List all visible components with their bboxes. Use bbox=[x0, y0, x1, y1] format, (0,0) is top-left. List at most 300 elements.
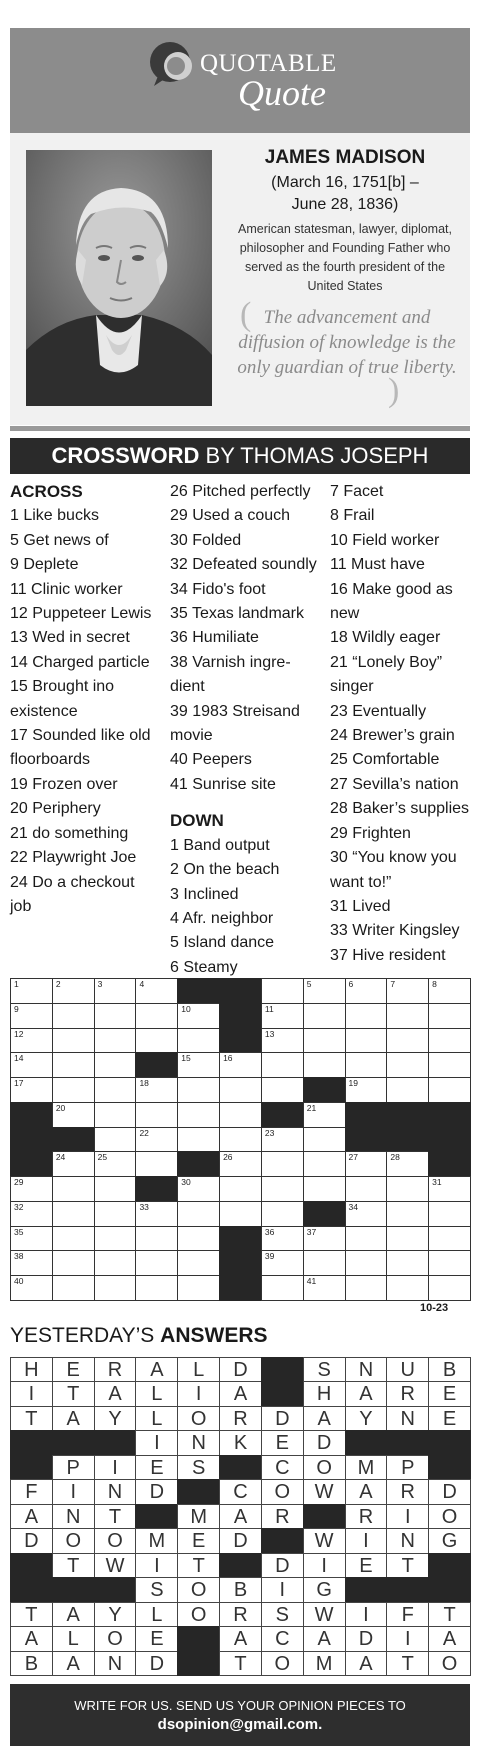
answer-cell: O bbox=[94, 1528, 137, 1553]
answer-cell: T bbox=[428, 1602, 471, 1627]
answer-cell: A bbox=[345, 1479, 388, 1504]
down-clue: 6 Steamy bbox=[170, 958, 238, 976]
person-name: JAMES MADISON bbox=[264, 147, 426, 168]
grid-cell[interactable] bbox=[94, 1250, 137, 1276]
open-quote-mark-icon: ( bbox=[240, 296, 252, 333]
grid-cell[interactable] bbox=[52, 1201, 95, 1227]
down-clue: 30 “You know you want to!” bbox=[330, 849, 457, 891]
grid-clue-number: 25 bbox=[97, 1152, 108, 1163]
grid-cell[interactable] bbox=[52, 1226, 95, 1252]
grid-clue-number: 1 bbox=[14, 979, 19, 989]
grid-cell[interactable] bbox=[261, 1003, 304, 1029]
grid-cell[interactable] bbox=[261, 1028, 304, 1054]
grid-cell[interactable] bbox=[135, 1226, 178, 1252]
answer-black-square bbox=[177, 1479, 220, 1504]
answer-cell: A bbox=[52, 1406, 95, 1431]
grid-cell[interactable] bbox=[177, 1201, 220, 1227]
grid-cell[interactable] bbox=[10, 1052, 53, 1078]
answer-cell: O bbox=[177, 1577, 220, 1602]
grid-cell[interactable] bbox=[386, 1226, 429, 1252]
grid-cell[interactable] bbox=[303, 978, 346, 1004]
answer-black-square bbox=[345, 1430, 388, 1455]
grid-clue-number: 37 bbox=[306, 1226, 317, 1237]
answer-cell: B bbox=[428, 1357, 471, 1382]
answer-black-square bbox=[428, 1455, 471, 1480]
answer-cell: I bbox=[345, 1528, 388, 1553]
answer-cell: G bbox=[303, 1577, 346, 1602]
grid-cell[interactable] bbox=[52, 1275, 95, 1301]
answer-cell: A bbox=[428, 1626, 471, 1651]
grid-cell[interactable] bbox=[94, 1275, 137, 1301]
across-clue: 38 Varnish ingre-dient bbox=[170, 653, 291, 696]
grid-cell[interactable] bbox=[135, 1151, 178, 1177]
grid-cell[interactable] bbox=[303, 1226, 346, 1252]
crossword-label: CROSSWORD bbox=[51, 443, 200, 468]
answer-cell: U bbox=[386, 1357, 429, 1382]
across-clue: 40 Peepers bbox=[170, 751, 252, 769]
answer-cell: A bbox=[303, 1626, 346, 1651]
grid-cell[interactable] bbox=[345, 1275, 388, 1301]
grid-clue-number: 7 bbox=[390, 979, 396, 989]
grid-cell[interactable] bbox=[52, 1250, 95, 1276]
grid-cell[interactable] bbox=[345, 1077, 388, 1103]
answer-cell: I bbox=[177, 1381, 220, 1406]
grid-cell[interactable] bbox=[261, 1226, 304, 1252]
grid-cell[interactable] bbox=[345, 1052, 388, 1078]
grid-cell[interactable] bbox=[261, 1077, 304, 1103]
grid-cell[interactable] bbox=[177, 1052, 220, 1078]
grid-clue-number: 28 bbox=[390, 1152, 400, 1163]
grid-cell[interactable] bbox=[219, 1052, 262, 1078]
grid-cell[interactable] bbox=[94, 1003, 137, 1029]
grid-clue-number: 23 bbox=[264, 1127, 275, 1138]
grid-clue-number: 10 bbox=[181, 1003, 191, 1014]
answer-cell: W bbox=[303, 1479, 346, 1504]
answer-cell: G bbox=[428, 1528, 471, 1553]
down-clue: 24 Brewer’s grain bbox=[330, 727, 455, 745]
grid-cell[interactable] bbox=[386, 1201, 429, 1227]
crossword-author: BY THOMAS JOSEPH bbox=[199, 443, 429, 468]
across-clue: 12 Puppeteer Lewis bbox=[10, 605, 152, 623]
grid-cell[interactable] bbox=[261, 1052, 304, 1078]
answer-black-square bbox=[261, 1381, 304, 1406]
answer-cell: H bbox=[303, 1381, 346, 1406]
grid-cell[interactable] bbox=[345, 1226, 388, 1252]
across-clue: 17 Sounded like old floorboards bbox=[10, 727, 151, 769]
grid-cell[interactable] bbox=[303, 1275, 346, 1301]
answer-cell: I bbox=[386, 1626, 429, 1651]
down-clue: 18 Wildly eager bbox=[330, 629, 441, 647]
grid-cell[interactable] bbox=[177, 1028, 220, 1054]
answer-cell: E bbox=[52, 1357, 95, 1382]
down-clue: 16 Make good as new bbox=[330, 580, 453, 623]
grid-cell[interactable] bbox=[10, 1003, 53, 1029]
down-clue: 11 Must have bbox=[330, 556, 425, 574]
answer-cell: I bbox=[135, 1430, 178, 1455]
answer-cell: N bbox=[94, 1479, 137, 1504]
grid-cell[interactable] bbox=[428, 1226, 471, 1252]
grid-cell[interactable] bbox=[10, 1275, 53, 1301]
down-clue: 37 Hive resident bbox=[330, 946, 446, 964]
grid-black-square bbox=[10, 1151, 53, 1177]
grid-cell[interactable] bbox=[261, 1250, 304, 1276]
grid-clue-number: 24 bbox=[55, 1152, 66, 1163]
answer-cell: O bbox=[303, 1455, 346, 1480]
grid-cell[interactable] bbox=[94, 1077, 137, 1103]
grid-cell[interactable] bbox=[177, 1250, 220, 1276]
answer-cell: R bbox=[386, 1381, 429, 1406]
grid-black-square bbox=[219, 978, 262, 1004]
grid-clue-number: 19 bbox=[348, 1078, 358, 1089]
answer-cell: D bbox=[219, 1528, 262, 1553]
across-clue: 22 Playwright Joe bbox=[10, 849, 137, 867]
answer-black-square bbox=[52, 1430, 95, 1455]
answer-black-square bbox=[428, 1577, 471, 1602]
answer-black-square bbox=[303, 1504, 346, 1529]
answer-cell: Y bbox=[94, 1406, 137, 1431]
grid-cell[interactable] bbox=[303, 1028, 346, 1054]
grid-cell[interactable] bbox=[386, 1250, 429, 1276]
grid-clue-number: 4 bbox=[139, 979, 145, 989]
grid-cell[interactable] bbox=[386, 1052, 429, 1078]
grid-black-square bbox=[135, 1052, 178, 1078]
answer-cell: S bbox=[135, 1577, 178, 1602]
answer-cell: S bbox=[261, 1602, 304, 1627]
grid-cell[interactable] bbox=[10, 1201, 53, 1227]
answer-black-square bbox=[428, 1553, 471, 1578]
grid-cell[interactable] bbox=[52, 1151, 95, 1177]
crossword-banner bbox=[10, 438, 470, 474]
grid-cell[interactable] bbox=[261, 1127, 304, 1153]
grid-clue-number: 3 bbox=[97, 979, 103, 989]
answer-cell: M bbox=[345, 1455, 388, 1480]
answer-cell: A bbox=[10, 1626, 53, 1651]
grid-cell[interactable] bbox=[135, 1275, 178, 1301]
answer-cell: B bbox=[10, 1651, 53, 1676]
across-clue: 26 Pitched perfectly bbox=[170, 483, 311, 500]
crossword-grid bbox=[10, 978, 470, 1300]
grid-cell[interactable] bbox=[177, 1102, 220, 1128]
down-clue: 4 Afr. neighbor bbox=[170, 909, 274, 927]
grid-cell[interactable] bbox=[261, 1275, 304, 1301]
answer-black-square bbox=[386, 1430, 429, 1455]
grid-cell[interactable] bbox=[52, 1077, 95, 1103]
answer-black-square bbox=[10, 1430, 53, 1455]
grid-cell[interactable] bbox=[52, 1102, 95, 1128]
grid-cell[interactable] bbox=[345, 978, 388, 1004]
grid-clue-number: 30 bbox=[181, 1177, 191, 1188]
grid-cell[interactable] bbox=[303, 1003, 346, 1029]
grid-cell[interactable] bbox=[52, 1028, 95, 1054]
across-clue: 15 Brought ino existence bbox=[10, 678, 115, 720]
grid-cell[interactable] bbox=[386, 1028, 429, 1054]
grid-cell[interactable] bbox=[428, 1201, 471, 1227]
grid-cell[interactable] bbox=[345, 1201, 388, 1227]
clues-column-3 bbox=[330, 480, 470, 968]
grid-cell[interactable] bbox=[219, 1201, 262, 1227]
down-clue: 21 “Lonely Boy” singer bbox=[330, 653, 443, 696]
grid-clue-number: 16 bbox=[223, 1053, 233, 1064]
answer-black-square bbox=[177, 1626, 220, 1651]
puzzle-date-code: 10-23 bbox=[420, 1302, 449, 1314]
grid-black-square bbox=[303, 1201, 346, 1227]
grid-clue-number: 11 bbox=[264, 1003, 274, 1014]
grid-cell[interactable] bbox=[94, 1176, 137, 1202]
grid-cell[interactable] bbox=[94, 1226, 137, 1252]
across-clue: 5 Get news of bbox=[10, 531, 109, 549]
grid-cell[interactable] bbox=[386, 1176, 429, 1202]
answer-cell: I bbox=[303, 1553, 346, 1578]
answer-cell: E bbox=[261, 1430, 304, 1455]
answer-cell: T bbox=[10, 1602, 53, 1627]
grid-cell[interactable] bbox=[386, 1003, 429, 1029]
answer-cell: A bbox=[10, 1504, 53, 1529]
grid-black-square bbox=[386, 1127, 429, 1153]
grid-cell[interactable] bbox=[10, 1250, 53, 1276]
grid-cell[interactable] bbox=[219, 1077, 262, 1103]
across-clue: 1 Like bucks bbox=[10, 507, 99, 525]
grid-cell[interactable] bbox=[428, 1077, 471, 1103]
grid-cell[interactable] bbox=[94, 978, 137, 1004]
across-clue: 34 Fido's foot bbox=[170, 580, 266, 598]
grid-cell[interactable] bbox=[428, 1250, 471, 1276]
answer-cell: C bbox=[219, 1479, 262, 1504]
across-clue: 24 Do a checkout job bbox=[10, 873, 135, 915]
answer-cell: W bbox=[303, 1528, 346, 1553]
answer-cell: I bbox=[52, 1479, 95, 1504]
across-clue: 13 Wed in secret bbox=[10, 629, 130, 647]
down-heading: DOWN bbox=[170, 811, 224, 831]
grid-cell[interactable] bbox=[94, 1151, 137, 1177]
answer-cell: A bbox=[345, 1381, 388, 1406]
grid-clue-number: 41 bbox=[306, 1276, 317, 1287]
answer-cell: D bbox=[261, 1406, 304, 1431]
grid-cell[interactable] bbox=[94, 1052, 137, 1078]
grid-cell[interactable] bbox=[10, 1176, 53, 1202]
down-clue: 1 Band output bbox=[170, 836, 270, 854]
answer-cell: L bbox=[177, 1357, 220, 1382]
answer-cell: I bbox=[345, 1602, 388, 1627]
grid-clue-number: 40 bbox=[14, 1276, 24, 1287]
answer-cell: E bbox=[135, 1455, 178, 1480]
grid-cell[interactable] bbox=[135, 1127, 178, 1153]
grid-cell[interactable] bbox=[219, 1176, 262, 1202]
grid-black-square bbox=[345, 1127, 388, 1153]
grid-cell[interactable] bbox=[10, 1077, 53, 1103]
across-clue: 9 Deplete bbox=[10, 556, 79, 574]
grid-cell[interactable] bbox=[177, 1226, 220, 1252]
grid-black-square bbox=[219, 1003, 262, 1029]
answer-cell: H bbox=[10, 1357, 53, 1382]
answer-cell: Y bbox=[94, 1602, 137, 1627]
grid-clue-number: 26 bbox=[223, 1152, 233, 1163]
answer-cell: L bbox=[135, 1381, 178, 1406]
grid-cell[interactable] bbox=[10, 1226, 53, 1252]
grid-cell[interactable] bbox=[386, 978, 429, 1004]
grid-cell[interactable] bbox=[345, 1003, 388, 1029]
answer-cell: N bbox=[177, 1430, 220, 1455]
grid-cell[interactable] bbox=[52, 1176, 95, 1202]
grid-cell[interactable] bbox=[345, 1151, 388, 1177]
section-divider bbox=[10, 426, 470, 431]
answer-cell: I bbox=[261, 1577, 304, 1602]
grid-cell[interactable] bbox=[135, 1102, 178, 1128]
grid-clue-number: 38 bbox=[14, 1251, 24, 1262]
across-clue: 11 Clinic worker bbox=[10, 580, 123, 598]
grid-cell[interactable] bbox=[261, 1201, 304, 1227]
answer-black-square bbox=[10, 1577, 53, 1602]
answer-cell: A bbox=[219, 1504, 262, 1529]
answer-black-square bbox=[52, 1577, 95, 1602]
answer-cell: A bbox=[219, 1626, 262, 1651]
answer-black-square bbox=[386, 1577, 429, 1602]
grid-cell[interactable] bbox=[303, 1250, 346, 1276]
answer-cell: O bbox=[94, 1626, 137, 1651]
across-clue: 19 Frozen over bbox=[10, 775, 118, 793]
grid-clue-number: 27 bbox=[348, 1152, 358, 1163]
grid-black-square bbox=[303, 1077, 346, 1103]
answer-cell: T bbox=[52, 1381, 95, 1406]
answer-cell: E bbox=[177, 1528, 220, 1553]
grid-clue-number: 12 bbox=[14, 1028, 24, 1039]
grid-cell[interactable] bbox=[386, 1077, 429, 1103]
grid-cell[interactable] bbox=[261, 1176, 304, 1202]
grid-black-square bbox=[219, 1028, 262, 1054]
grid-black-square bbox=[135, 1176, 178, 1202]
grid-cell[interactable] bbox=[303, 1127, 346, 1153]
grid-cell[interactable] bbox=[94, 1127, 137, 1153]
answer-cell: D bbox=[428, 1479, 471, 1504]
grid-clue-number: 9 bbox=[14, 1003, 19, 1014]
answer-cell: O bbox=[428, 1504, 471, 1529]
grid-cell[interactable] bbox=[177, 1003, 220, 1029]
answer-cell: W bbox=[303, 1602, 346, 1627]
grid-cell[interactable] bbox=[10, 1028, 53, 1054]
person-description: American statesman, lawyer, diplomat, philosopher and Founding Father who served as the fourth president of the United States bbox=[238, 222, 452, 293]
grid-cell[interactable] bbox=[94, 1028, 137, 1054]
grid-clue-number: 35 bbox=[14, 1226, 24, 1237]
grid-clue-number: 17 bbox=[14, 1078, 24, 1089]
grid-clue-number: 15 bbox=[181, 1053, 191, 1064]
grid-black-square bbox=[52, 1127, 95, 1153]
grid-cell[interactable] bbox=[303, 1102, 346, 1128]
grid-cell[interactable] bbox=[345, 1028, 388, 1054]
grid-cell[interactable] bbox=[219, 1127, 262, 1153]
answer-cell: D bbox=[10, 1528, 53, 1553]
answers-grid bbox=[10, 1357, 470, 1675]
across-clue: 30 Folded bbox=[170, 531, 242, 549]
down-clue: 29 Frighten bbox=[330, 824, 411, 842]
answer-cell: F bbox=[386, 1602, 429, 1627]
grid-clue-number: 20 bbox=[55, 1102, 66, 1113]
grid-cell[interactable] bbox=[345, 1250, 388, 1276]
grid-black-square bbox=[10, 1102, 53, 1128]
down-clue: 7 Facet bbox=[330, 483, 384, 500]
grid-cell[interactable] bbox=[135, 1077, 178, 1103]
answer-cell: M bbox=[303, 1651, 346, 1676]
grid-cell[interactable] bbox=[94, 1201, 137, 1227]
grid-cell[interactable] bbox=[219, 1102, 262, 1128]
answer-cell: D bbox=[345, 1626, 388, 1651]
grid-cell[interactable] bbox=[261, 1151, 304, 1177]
answer-cell: D bbox=[219, 1357, 262, 1382]
grid-cell[interactable] bbox=[386, 1151, 429, 1177]
answer-cell: R bbox=[94, 1357, 137, 1382]
grid-cell[interactable] bbox=[345, 1176, 388, 1202]
grid-black-square bbox=[219, 1275, 262, 1301]
answer-black-square bbox=[10, 1455, 53, 1480]
grid-cell[interactable] bbox=[135, 1250, 178, 1276]
grid-cell[interactable] bbox=[94, 1102, 137, 1128]
grid-cell[interactable] bbox=[135, 1003, 178, 1029]
clues-column-1 bbox=[10, 480, 160, 919]
grid-cell[interactable] bbox=[428, 1003, 471, 1029]
answer-cell: C bbox=[261, 1455, 304, 1480]
grid-cell[interactable] bbox=[303, 1151, 346, 1177]
grid-cell[interactable] bbox=[428, 1028, 471, 1054]
footer-email[interactable]: dsopinion@gmail.com. bbox=[157, 1716, 323, 1733]
grid-cell[interactable] bbox=[135, 1201, 178, 1227]
down-clue: 5 Island dance bbox=[170, 934, 275, 952]
grid-cell[interactable] bbox=[177, 1127, 220, 1153]
grid-clue-number: 21 bbox=[306, 1102, 317, 1113]
answer-cell: O bbox=[177, 1406, 220, 1431]
grid-black-square bbox=[177, 978, 220, 1004]
answer-cell: N bbox=[94, 1651, 137, 1676]
down-clue: 2 On the beach bbox=[170, 861, 280, 879]
grid-cell[interactable] bbox=[52, 978, 95, 1004]
down-clue: 25 Comfortable bbox=[330, 751, 440, 769]
grid-cell[interactable] bbox=[177, 1275, 220, 1301]
answer-cell: A bbox=[52, 1651, 95, 1676]
grid-cell[interactable] bbox=[261, 978, 304, 1004]
grid-cell[interactable] bbox=[428, 1275, 471, 1301]
grid-cell[interactable] bbox=[52, 1003, 95, 1029]
answer-cell: L bbox=[135, 1602, 178, 1627]
answer-cell: A bbox=[135, 1357, 178, 1382]
answer-cell: M bbox=[135, 1528, 178, 1553]
grid-cell[interactable] bbox=[10, 978, 53, 1004]
grid-cell[interactable] bbox=[177, 1176, 220, 1202]
grid-clue-number: 6 bbox=[348, 979, 354, 989]
answer-cell: A bbox=[52, 1602, 95, 1627]
answer-cell: E bbox=[135, 1626, 178, 1651]
grid-cell[interactable] bbox=[303, 1052, 346, 1078]
grid-clue-number: 32 bbox=[14, 1201, 24, 1212]
grid-cell[interactable] bbox=[428, 1176, 471, 1202]
answer-cell: S bbox=[177, 1455, 220, 1480]
grid-black-square bbox=[177, 1151, 220, 1177]
grid-cell[interactable] bbox=[303, 1176, 346, 1202]
grid-cell[interactable] bbox=[386, 1275, 429, 1301]
answer-cell: D bbox=[261, 1553, 304, 1578]
grid-cell[interactable] bbox=[52, 1052, 95, 1078]
grid-cell[interactable] bbox=[428, 978, 471, 1004]
grid-clue-number: 34 bbox=[348, 1201, 358, 1212]
answer-cell: N bbox=[52, 1504, 95, 1529]
grid-cell[interactable] bbox=[135, 1028, 178, 1054]
answer-cell: L bbox=[135, 1406, 178, 1431]
grid-cell[interactable] bbox=[177, 1077, 220, 1103]
grid-cell[interactable] bbox=[135, 978, 178, 1004]
answer-cell: T bbox=[10, 1406, 53, 1431]
down-clue: 33 Writer Kingsley bbox=[330, 922, 460, 940]
answer-cell: A bbox=[219, 1381, 262, 1406]
grid-cell[interactable] bbox=[428, 1052, 471, 1078]
answer-black-square bbox=[345, 1577, 388, 1602]
grid-cell[interactable] bbox=[219, 1151, 262, 1177]
answer-cell: O bbox=[177, 1602, 220, 1627]
